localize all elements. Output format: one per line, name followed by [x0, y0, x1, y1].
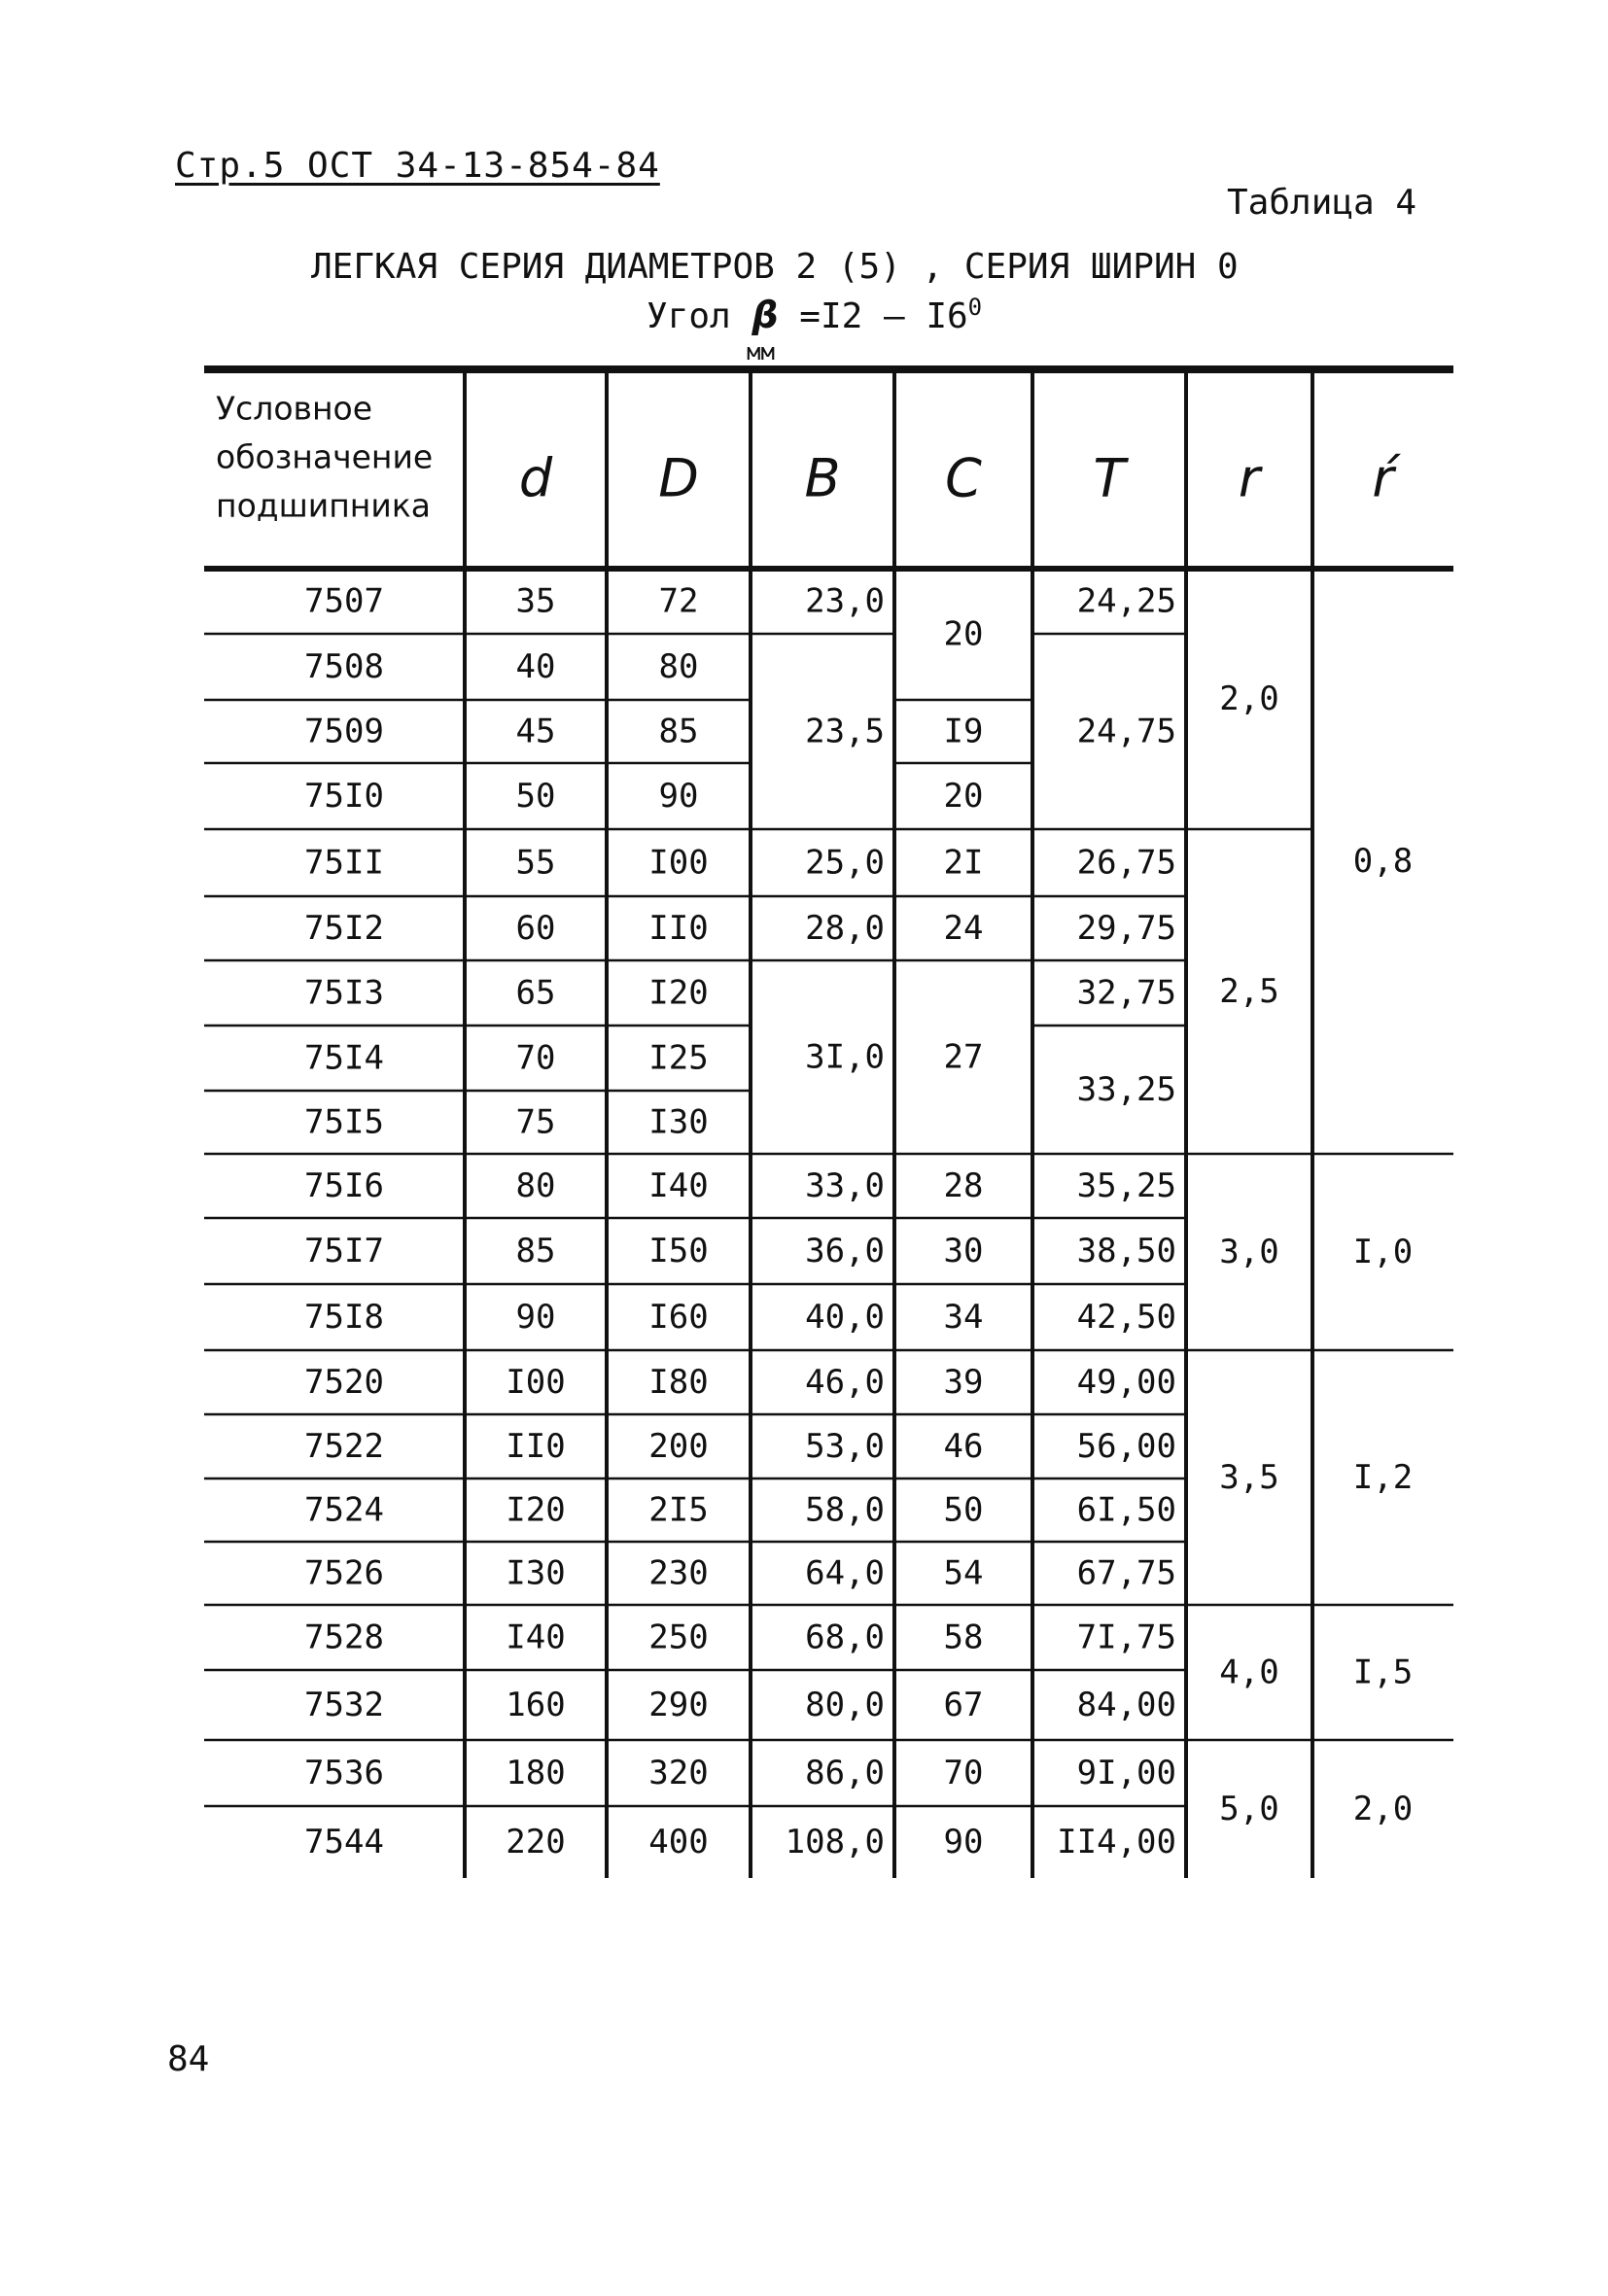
designation-cell: 7520	[304, 1363, 384, 1402]
r-cell: 3,5	[1219, 1458, 1279, 1497]
designation-cell: 7507	[304, 581, 384, 621]
d-cell: 70	[515, 1038, 556, 1078]
header-d: d	[518, 447, 553, 509]
D-cell: 230	[648, 1553, 709, 1593]
D-cell: 80	[658, 647, 699, 686]
T-cell: 6I,50	[1076, 1490, 1176, 1530]
d-cell: 55	[515, 843, 556, 883]
series-title: ЛЕГКАЯ СЕРИЯ ДИАМЕТРОВ 2 (5) , СЕРИЯ ШИРИН 0	[311, 247, 1239, 287]
B-cell: 58,0	[805, 1490, 885, 1530]
r-cell: 2,5	[1219, 972, 1279, 1011]
T-cell: 56,00	[1076, 1427, 1176, 1466]
d-cell: 180	[506, 1754, 566, 1792]
C-cell: 70	[943, 1754, 984, 1792]
B-cell: 28,0	[805, 909, 885, 948]
D-cell: I20	[648, 973, 709, 1013]
table-header	[216, 390, 1401, 525]
d-cell: 50	[515, 777, 556, 816]
C-cell: 30	[943, 1232, 984, 1270]
header-r1: ŕ	[1372, 447, 1394, 509]
d-cell: 160	[506, 1686, 566, 1724]
designation-cell: 75I7	[304, 1232, 384, 1270]
designation-cell: 7509	[304, 712, 384, 751]
header-D: D	[658, 447, 699, 509]
r1-cell: 2,0	[1352, 1790, 1414, 1828]
C-cell: I9	[943, 712, 984, 751]
d-cell: I30	[506, 1553, 566, 1593]
T-cell: II4,00	[1057, 1823, 1176, 1861]
d-cell: 35	[515, 581, 556, 621]
D-cell: 90	[658, 777, 699, 816]
B-cell: 40,0	[805, 1298, 885, 1337]
C-cell: 58	[943, 1618, 984, 1657]
B-cell: 68,0	[805, 1618, 885, 1657]
C-cell: 90	[943, 1823, 984, 1861]
B-cell: 33,0	[805, 1166, 885, 1205]
designation-cell: 7532	[304, 1686, 384, 1724]
r-cell: 2,0	[1219, 679, 1279, 718]
designation-cell: 7544	[304, 1823, 384, 1861]
T-cell: 26,75	[1076, 843, 1176, 883]
designation-cell: 7528	[304, 1618, 384, 1657]
header-designation-line: обозначение	[216, 437, 434, 476]
B-cell: 23,0	[805, 581, 885, 621]
T-cell: 67,75	[1076, 1553, 1176, 1593]
B-cell: 80,0	[805, 1686, 885, 1724]
d-cell: 90	[515, 1298, 556, 1337]
B-cell: 46,0	[805, 1363, 885, 1402]
designation-cell: 75I6	[304, 1166, 384, 1205]
d-cell: 75	[515, 1102, 556, 1142]
d-cell: I40	[506, 1618, 566, 1657]
d-cell: 85	[515, 1232, 556, 1270]
document-reference: Стр.5 ОСТ 34-13-854-84	[175, 146, 660, 186]
C-cell: 28	[943, 1166, 984, 1205]
d-cell: 45	[515, 712, 556, 751]
C-cell: 54	[943, 1553, 984, 1593]
C-cell: 67	[943, 1686, 984, 1724]
C-cell: 20	[943, 614, 984, 654]
r1-cell: 0,8	[1352, 842, 1414, 881]
r1-cell: I,2	[1352, 1458, 1414, 1497]
table-label: Таблица 4	[1227, 183, 1417, 223]
D-cell: 200	[648, 1427, 709, 1466]
d-cell: I00	[506, 1363, 566, 1402]
T-cell: 7I,75	[1076, 1618, 1176, 1657]
designation-cell: 7526	[304, 1553, 384, 1593]
B-cell: 23,5	[805, 712, 885, 751]
D-cell: 250	[648, 1618, 709, 1657]
B-cell: 53,0	[805, 1427, 885, 1466]
r1-cell: I,0	[1352, 1233, 1414, 1271]
B-cell: 86,0	[805, 1754, 885, 1792]
C-cell: 46	[943, 1427, 984, 1466]
T-cell: 42,50	[1076, 1298, 1176, 1337]
D-cell: I25	[648, 1038, 709, 1078]
designation-cell: 7522	[304, 1427, 384, 1466]
designation-cell: 75I4	[304, 1038, 384, 1078]
B-cell: 25,0	[805, 843, 885, 883]
B-cell: 108,0	[785, 1823, 885, 1861]
T-cell: 84,00	[1076, 1686, 1176, 1724]
B-cell: 64,0	[805, 1553, 885, 1593]
T-cell: 38,50	[1076, 1232, 1176, 1270]
D-cell: I50	[648, 1232, 709, 1270]
T-cell: 33,25	[1076, 1070, 1176, 1109]
d-cell: 80	[515, 1166, 556, 1205]
C-cell: 27	[943, 1037, 984, 1077]
B-cell: 36,0	[805, 1232, 885, 1270]
T-cell: 29,75	[1076, 909, 1176, 948]
D-cell: I00	[648, 843, 709, 883]
designation-cell: 7536	[304, 1754, 384, 1792]
D-cell: I40	[648, 1166, 709, 1205]
C-cell: 39	[943, 1363, 984, 1402]
r-cell: 5,0	[1219, 1790, 1279, 1828]
header-designation-line: Условное	[216, 389, 373, 428]
header-designation-line: подшипника	[216, 486, 431, 525]
d-cell: 220	[506, 1823, 566, 1861]
D-cell: 290	[648, 1686, 709, 1724]
header-r: r	[1238, 447, 1261, 509]
C-cell: 20	[943, 777, 984, 816]
designation-cell: 75I8	[304, 1298, 384, 1337]
designation-cell: 7524	[304, 1490, 384, 1530]
T-cell: 49,00	[1076, 1363, 1176, 1402]
C-cell: 34	[943, 1298, 984, 1337]
header-B: B	[804, 447, 841, 509]
C-cell: 2I	[943, 843, 984, 883]
T-cell: 24,75	[1076, 712, 1176, 751]
d-cell: II0	[506, 1427, 566, 1466]
d-cell: 65	[515, 973, 556, 1013]
page-number: 84	[167, 2039, 210, 2079]
d-cell: 40	[515, 647, 556, 686]
angle-symbol: β	[752, 294, 779, 336]
T-cell: 32,75	[1076, 973, 1176, 1013]
B-cell: 3I,0	[805, 1037, 885, 1077]
D-cell: II0	[648, 909, 709, 948]
D-cell: I60	[648, 1298, 709, 1337]
angle-value: =I2 — I6	[799, 296, 968, 336]
D-cell: 72	[658, 581, 699, 621]
d-cell: I20	[506, 1490, 566, 1530]
T-cell: 9I,00	[1076, 1754, 1176, 1792]
designation-cell: 75II	[304, 843, 384, 883]
T-cell: 35,25	[1076, 1166, 1176, 1205]
designation-cell: 75I3	[304, 973, 384, 1013]
angle-prefix: Угол	[647, 296, 731, 336]
D-cell: 400	[648, 1823, 709, 1861]
designation-cell: 75I2	[304, 909, 384, 948]
designation-cell: 75I5	[304, 1102, 384, 1142]
T-cell: 24,25	[1076, 581, 1176, 621]
angle-degree: 0	[967, 294, 983, 321]
d-cell: 60	[515, 909, 556, 948]
designation-cell: 7508	[304, 647, 384, 686]
C-cell: 24	[943, 909, 984, 948]
header-C: C	[945, 447, 982, 509]
C-cell: 50	[943, 1490, 984, 1530]
D-cell: I80	[648, 1363, 709, 1402]
r-cell: 3,0	[1219, 1233, 1279, 1271]
D-cell: 85	[658, 712, 699, 751]
designation-cell: 75I0	[304, 777, 384, 816]
r-cell: 4,0	[1219, 1652, 1279, 1692]
D-cell: 2I5	[648, 1490, 709, 1530]
D-cell: I30	[648, 1102, 709, 1142]
units-label: мм	[747, 338, 775, 365]
r1-cell: I,5	[1352, 1652, 1414, 1692]
D-cell: 320	[648, 1754, 709, 1792]
header-T: T	[1093, 447, 1126, 509]
